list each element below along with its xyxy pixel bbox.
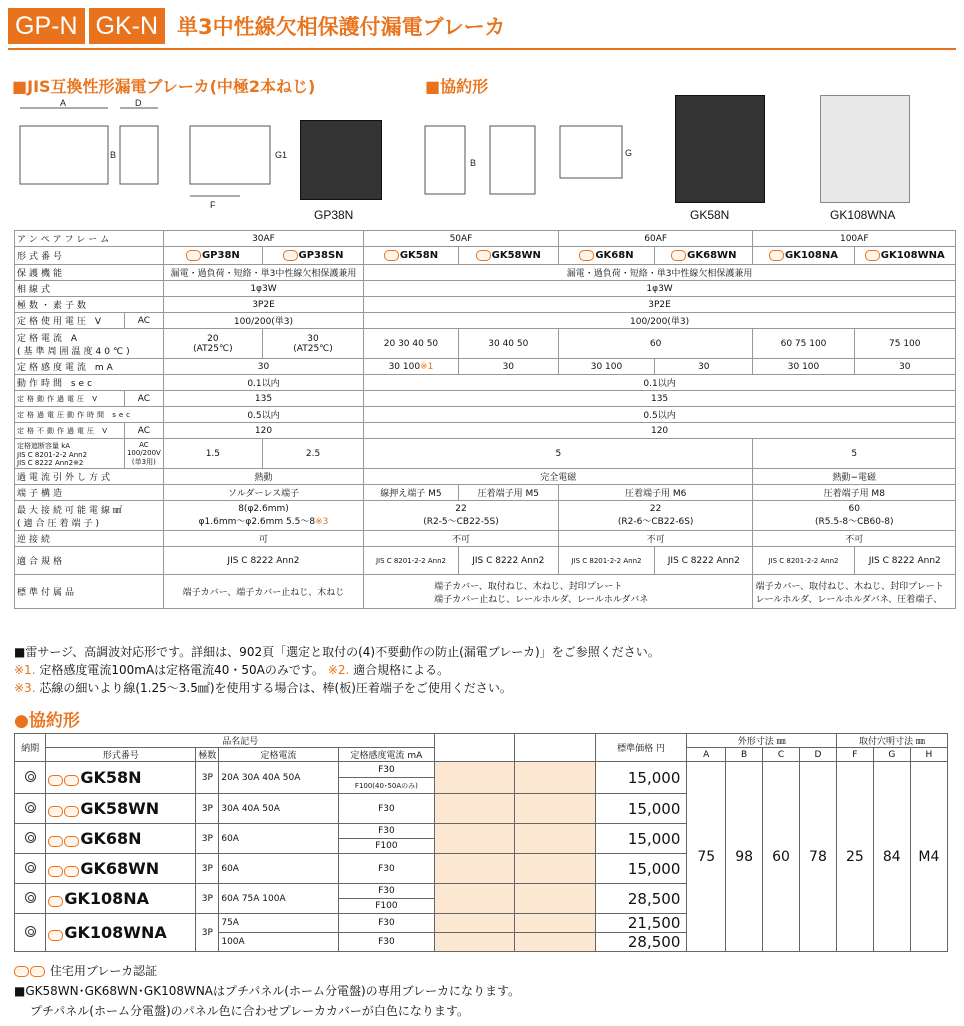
delivery-mark-icon — [25, 802, 36, 813]
order-row-gk58wn: GK58WN 3P 30A 40A 50A F30 15,000 — [15, 794, 948, 824]
dim-b-label: B — [110, 150, 117, 160]
row-overvoltage-time: 定格過電圧動作時間 sec 0.5以内 0.5以内 — [15, 407, 956, 423]
row-non-operate: 定格不動作過電圧 V AC 120 120 — [15, 423, 956, 439]
header — [8, 8, 505, 44]
order-section-title: ●協約形 — [14, 711, 80, 731]
delivery-mark-icon — [25, 832, 36, 843]
page-title: 単3中性線欠相保護付漏電ブレーカ — [177, 15, 506, 39]
row-phase: 相線式 1φ3W 1φ3W — [15, 281, 956, 297]
spec-table — [14, 230, 956, 609]
section-jis: ■JIS互換性形漏電ブレーカ(中極2本ねじ) — [12, 77, 316, 96]
footer-note-2: プチパネル(ホーム分電盤)のパネル色に合わせプレーカカバーが白色になります。 — [30, 1004, 469, 1018]
delivery-mark-icon — [25, 771, 36, 782]
row-protection: 保護機能 漏電・過負荷・短絡・単3中性線欠相保護兼用 漏電・過負荷・短絡・単3中性線欠相保護兼用 — [15, 265, 956, 281]
row-sensitivity: 定格感度電流 mA 30 30 100※1 30 30 100 30 30 100 30 — [15, 359, 956, 375]
row-breaking-capacity: 定格遮断容量 kA JIS C 8201-2-2 Ann2 JIS C 8222 Ann2※2 AC 100/200V (単3用) 1.5 2.5 5 5 — [15, 439, 956, 469]
note-1: ※1. 定格感度電流100mAは定格電流40・50Aのみです。 ※2. 適合規格による。 — [14, 663, 450, 677]
gp38n-caption: GP38N — [314, 208, 354, 222]
note-surge: ■雷サージ、高調波対応形です。詳細は、902頁「選定と取付の(4)不要動作の防止(漏電ブレーカ)」をご参照ください。 — [14, 645, 660, 659]
row-terminal: 端子構造 ソルダーレス端子 線押え端子 M5 圧着端子用 M5 圧着端子用 M6 圧着端子用 M8 — [15, 485, 956, 501]
row-model: 形式番号 GP38N GP38SN GK58N GK58WN GK68N GK68WN GK108NA GK108WNA — [15, 247, 956, 265]
cert-logo-icon — [14, 966, 29, 977]
order-table: 納期 品名記号 標準価格 円 外形寸法 ㎜ 取付穴明寸法 ㎜ 形式番号 極数 定格電流 定格感度電流 mA A B C D F G H GK58N 3P 20A 30A 40A 50A F30 15,000 75 98 60 78 25 84 M4 F100(40･50Aのみ) GK58WN 3P 30A 40A 50A F30 15,000 GK68N 3P 60A F30 15,000 F100 GK68WN 3P 60A F30 15,000 GK108NA 3P 60A 75A 100A F30 28,500 F100 GK108WNA 3P 75A F30 21,500 100A F30 28,500 — [14, 733, 948, 952]
series-tag-gp: GP-N — [8, 8, 85, 44]
row-reverse: 逆接続 可 不可 不可 不可 — [15, 531, 956, 547]
order-row-gk108na: GK108NA 3P 60A 75A 100A F30 28,500 — [15, 884, 948, 899]
dim-f-label: F — [210, 200, 216, 210]
row-poles: 極数・素子数 3P2E 3P2E — [15, 297, 956, 313]
series-tag-gk: GK-N — [89, 8, 166, 44]
order-row-gk68n: GK68N 3P 60A F30 15,000 — [15, 824, 948, 839]
delivery-mark-icon — [25, 892, 36, 903]
gk108wna-photo — [820, 95, 910, 203]
row-max-wire: 最大接続可能電線㎟ (適合圧着端子) 8(φ2.6mm) φ1.6mm〜φ2.6mm 5.5〜8※3 22 (R2-5〜CB22-5S) 22 (R2-6〜CB22-6S) 60 (R5.5-8〜CB60-8) — [15, 501, 956, 531]
dim-d-label: D — [135, 98, 142, 108]
row-overvoltage: 定格動作過電圧 V AC 135 135 — [15, 391, 956, 407]
order-row-gk58n: GK58N 3P 20A 30A 40A 50A F30 15,000 75 98 60 78 25 84 M4 — [15, 762, 948, 778]
row-trip-method: 過電流引外し方式 熱動 完全電磁 熱動−電磁 — [15, 469, 956, 485]
row-trip-time: 動作時間 sec 0.1以内 0.1以内 — [15, 375, 956, 391]
header-rule — [8, 48, 956, 50]
dim-g-label: G — [625, 148, 633, 158]
row-rated-current: 定格電流 A (基準周囲温度40℃) 20 (AT25℃) 30 (AT25℃) 20 30 40 50 30 40 50 60 60 75 100 75 100 — [15, 329, 956, 359]
footer-note-1: ■GK58WN･GK68WN･GK108WNAはプチパネル(ホーム分電盤)の専用ブレーカになります。 — [14, 984, 520, 998]
order-row-gk108wna: GK108WNA 3P 75A F30 21,500 — [15, 914, 948, 933]
footer-cert: 住宅用ブレーカ認証 — [14, 962, 157, 979]
gk58n-caption: GK58N — [690, 208, 730, 222]
dim-b2-label: B — [470, 158, 477, 168]
order-header-1: 納期 品名記号 標準価格 円 外形寸法 ㎜ 取付穴明寸法 ㎜ — [15, 734, 948, 748]
gk58n-photo — [675, 95, 765, 203]
dim-a-label: A — [60, 98, 67, 108]
section-contract: ■協約形 — [425, 77, 489, 96]
row-standard: 適合規格 JIS C 8222 Ann2 JIS C 8201-2-2 Ann2 JIS C 8222 Ann2 JIS C 8201-2-2 Ann2 JIS C 8222 Ann2 JIS C 8201-2-2 Ann2 JIS C 8222 Ann2 — [15, 547, 956, 575]
dim-g1-label: G1 — [275, 150, 288, 160]
delivery-mark-icon — [25, 862, 36, 873]
delivery-mark-icon — [25, 926, 36, 937]
gp38n-photo — [300, 120, 382, 200]
row-voltage: 定格使用電圧 V AC 100/200(単3) 100/200(単3) — [15, 313, 956, 329]
dimension-drawings — [10, 96, 960, 226]
order-row-gk68wn: GK68WN 3P 60A F30 15,000 — [15, 854, 948, 884]
note-3: ※3. 芯線の細いより線(1.25〜3.5㎟)を使用する場合は、棒(板)圧着端子をご使用ください。 — [14, 681, 512, 695]
row-accessories: 標準付属品 端子カバー、端子カバー止ねじ、木ねじ 端子カバー、取付ねじ、木ねじ、封印プレート 端子カバー止ねじ、レールホルダ、レールホルダバネ 端子カバー、取付ねじ、木ねじ、封印プレート レールホルダ、レールホルダバネ、圧着端子、 — [15, 575, 956, 609]
gk108wna-caption: GK108WNA — [830, 208, 896, 222]
row-frame: アンペアフレーム 30AF 50AF 60AF 100AF — [15, 231, 956, 247]
order-header-2: 形式番号 極数 定格電流 定格感度電流 mA A B C D F G H — [15, 748, 948, 762]
